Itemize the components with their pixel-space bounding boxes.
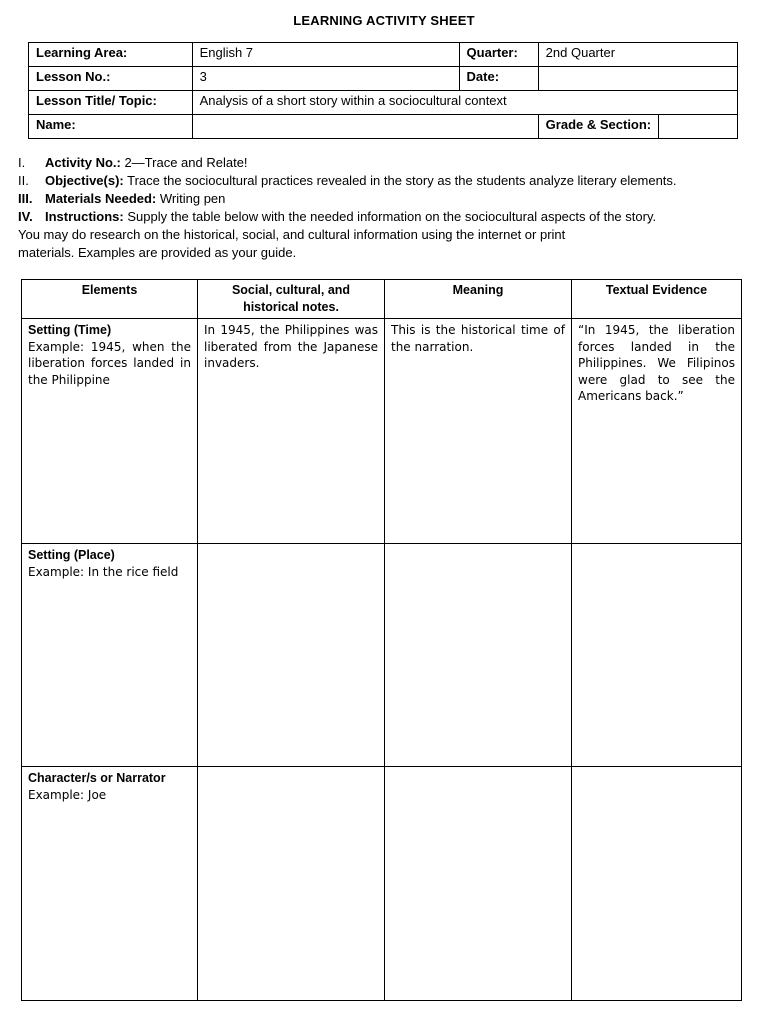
section-label: Objective(s):	[45, 173, 124, 188]
element-cell	[22, 767, 198, 1001]
lesson-no-value[interactable]: 3	[192, 67, 459, 91]
header-notes: Social, cultural, and historical notes.	[198, 280, 385, 319]
element-label: Character/s or Narrator	[28, 771, 166, 785]
element-cell	[22, 319, 198, 544]
instructions-continuation-2: materials. Examples are provided as your guide.	[18, 245, 297, 260]
section-materials	[18, 190, 748, 208]
learning-area-label: Learning Area:	[29, 43, 193, 67]
analysis-table	[21, 279, 742, 1001]
header-elements: Elements	[22, 280, 198, 319]
section-instructions	[18, 208, 748, 226]
table-row	[22, 319, 742, 544]
section-number: II.	[18, 173, 29, 188]
element-label: Setting (Place)	[28, 548, 115, 562]
section-number: III.	[18, 191, 33, 206]
grade-section-field[interactable]	[659, 115, 738, 139]
section-label: Activity No.:	[45, 155, 121, 170]
name-field[interactable]	[192, 115, 538, 139]
table-header-row	[22, 280, 742, 319]
lesson-no-label: Lesson No.:	[29, 67, 193, 91]
element-cell	[22, 544, 198, 767]
evidence-cell[interactable]	[572, 767, 742, 1001]
meaning-cell[interactable]	[385, 544, 572, 767]
instructions-continuation-1: You may do research on the historical, social, and cultural information using the internet or print	[18, 227, 566, 242]
info-row-lesson-title	[29, 91, 738, 115]
info-row-lesson-no	[29, 67, 738, 91]
learning-area-value[interactable]: English 7	[192, 43, 459, 67]
grade-section-label: Grade & Section:	[538, 115, 658, 139]
lesson-title-label: Lesson Title/ Topic:	[29, 91, 193, 115]
quarter-label: Quarter:	[459, 43, 538, 67]
section-text: Trace the sociocultural practices revealed in the story as the students analyze literary elements.	[123, 173, 677, 188]
section-label: Materials Needed:	[45, 191, 157, 206]
table-row	[22, 767, 742, 1001]
notes-cell[interactable]: In 1945, the Philippines was liberated from the Japanese invaders.	[198, 319, 385, 544]
element-label: Setting (Time)	[28, 323, 112, 337]
section-activity-no	[18, 154, 748, 172]
section-text: 2—Trace and Relate!	[120, 155, 248, 170]
section-number: I.	[18, 155, 26, 170]
name-label: Name:	[29, 115, 193, 139]
lesson-title-value[interactable]: Analysis of a short story within a sociocultural context	[192, 91, 737, 115]
section-objectives	[18, 172, 748, 190]
quarter-value[interactable]: 2nd Quarter	[538, 43, 737, 67]
section-text: Supply the table below with the needed information on the sociocultural aspects of the story.	[123, 209, 657, 224]
element-example: Example: 1945, when the liberation forces landed in the Philippine	[28, 339, 191, 387]
info-row-learning-area	[29, 43, 738, 67]
header-meaning: Meaning	[385, 280, 572, 319]
evidence-cell[interactable]	[572, 544, 742, 767]
meaning-cell[interactable]	[385, 767, 572, 1001]
lesson-info-table	[28, 42, 738, 139]
info-row-name	[29, 115, 738, 139]
element-example: Example: Joe	[28, 787, 107, 802]
section-label: Instructions:	[45, 209, 124, 224]
notes-cell[interactable]	[198, 767, 385, 1001]
date-field[interactable]	[538, 67, 737, 91]
notes-cell[interactable]	[198, 544, 385, 767]
date-label: Date:	[459, 67, 538, 91]
page-title: LEARNING ACTIVITY SHEET	[293, 13, 475, 28]
section-number: IV.	[18, 209, 33, 224]
evidence-cell[interactable]: “In 1945, the liberation forces landed in the Philippines. We Filipinos were glad to see the Americans back.”	[572, 319, 742, 544]
section-text: Writing pen	[156, 191, 226, 206]
meaning-cell[interactable]: This is the historical time of the narration.	[385, 319, 572, 544]
activity-sections	[18, 154, 748, 262]
element-example: Example: In the rice field	[28, 564, 179, 579]
table-row	[22, 544, 742, 767]
header-evidence: Textual Evidence	[572, 280, 742, 319]
